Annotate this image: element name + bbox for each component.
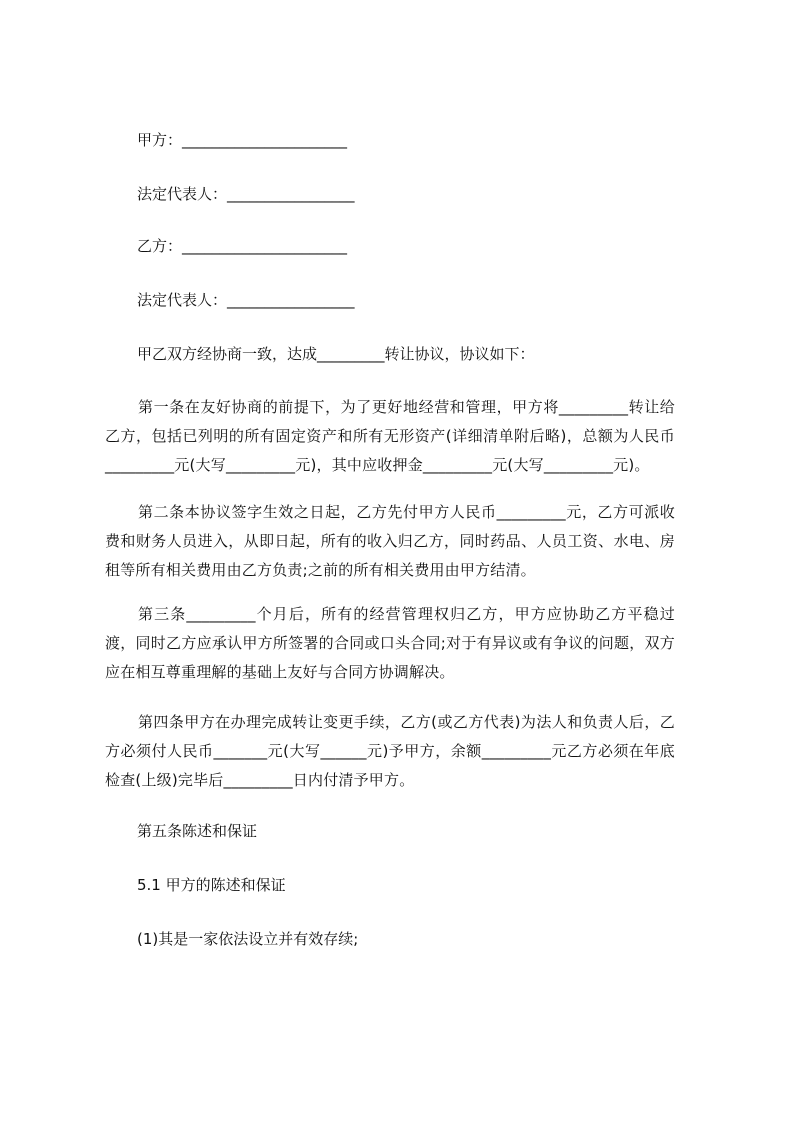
party-a-line: 甲方：______________________	[137, 131, 348, 149]
article-4: 第四条甲方在办理完成转让变更手续，乙方(或乙方代表)为法人和负责人后，乙方必须付人民币_______元(大写______元)予甲方，余额_________元乙方必须在年底检查(上级)完毕后_________日内付清予甲方。	[105, 713, 675, 789]
article-1: 第一条在友好协商的前提下，为了更好地经营和管理，甲方将_________转让给乙方，包括已列明的所有固定资产和所有无形资产(详细清单附后略)，总额为人民币_________元(大写_________元)，其中应收押金_________元(大写_________元)。	[105, 398, 675, 474]
section-5-1-title: 5.1 甲方的陈述和保证	[137, 876, 286, 894]
legal-representative-a-line: 法定代表人：_________________	[137, 185, 355, 203]
article-3: 第三条_________个月后，所有的经营管理权归乙方，甲方应协助乙方平稳过渡，同时乙方应承认甲方所签署的合同或口头合同;对于有异议或有争议的问题，双方应在相互尊重理解的基础上友好与合同方协调解决。	[105, 605, 675, 681]
article-5-title: 第五条陈述和保证	[137, 822, 258, 840]
agreement-intro: 甲乙双方经协商一致，达成_________转让协议，协议如下：	[137, 345, 535, 363]
article-2: 第二条本协议签字生效之日起，乙方先付甲方人民币_________元，乙方可派收费和财务人员进入，从即日起，所有的收入归乙方，同时药品、人员工资、水电、房租等所有相关费用由乙方负责;之前的所有相关费用由甲方结清。	[105, 503, 675, 579]
party-b-line: 乙方：______________________	[137, 237, 348, 255]
section-5-1-item-1: (1)其是一家依法设立并有效存续;	[137, 930, 359, 948]
legal-representative-b-line: 法定代表人：_________________	[137, 291, 355, 309]
